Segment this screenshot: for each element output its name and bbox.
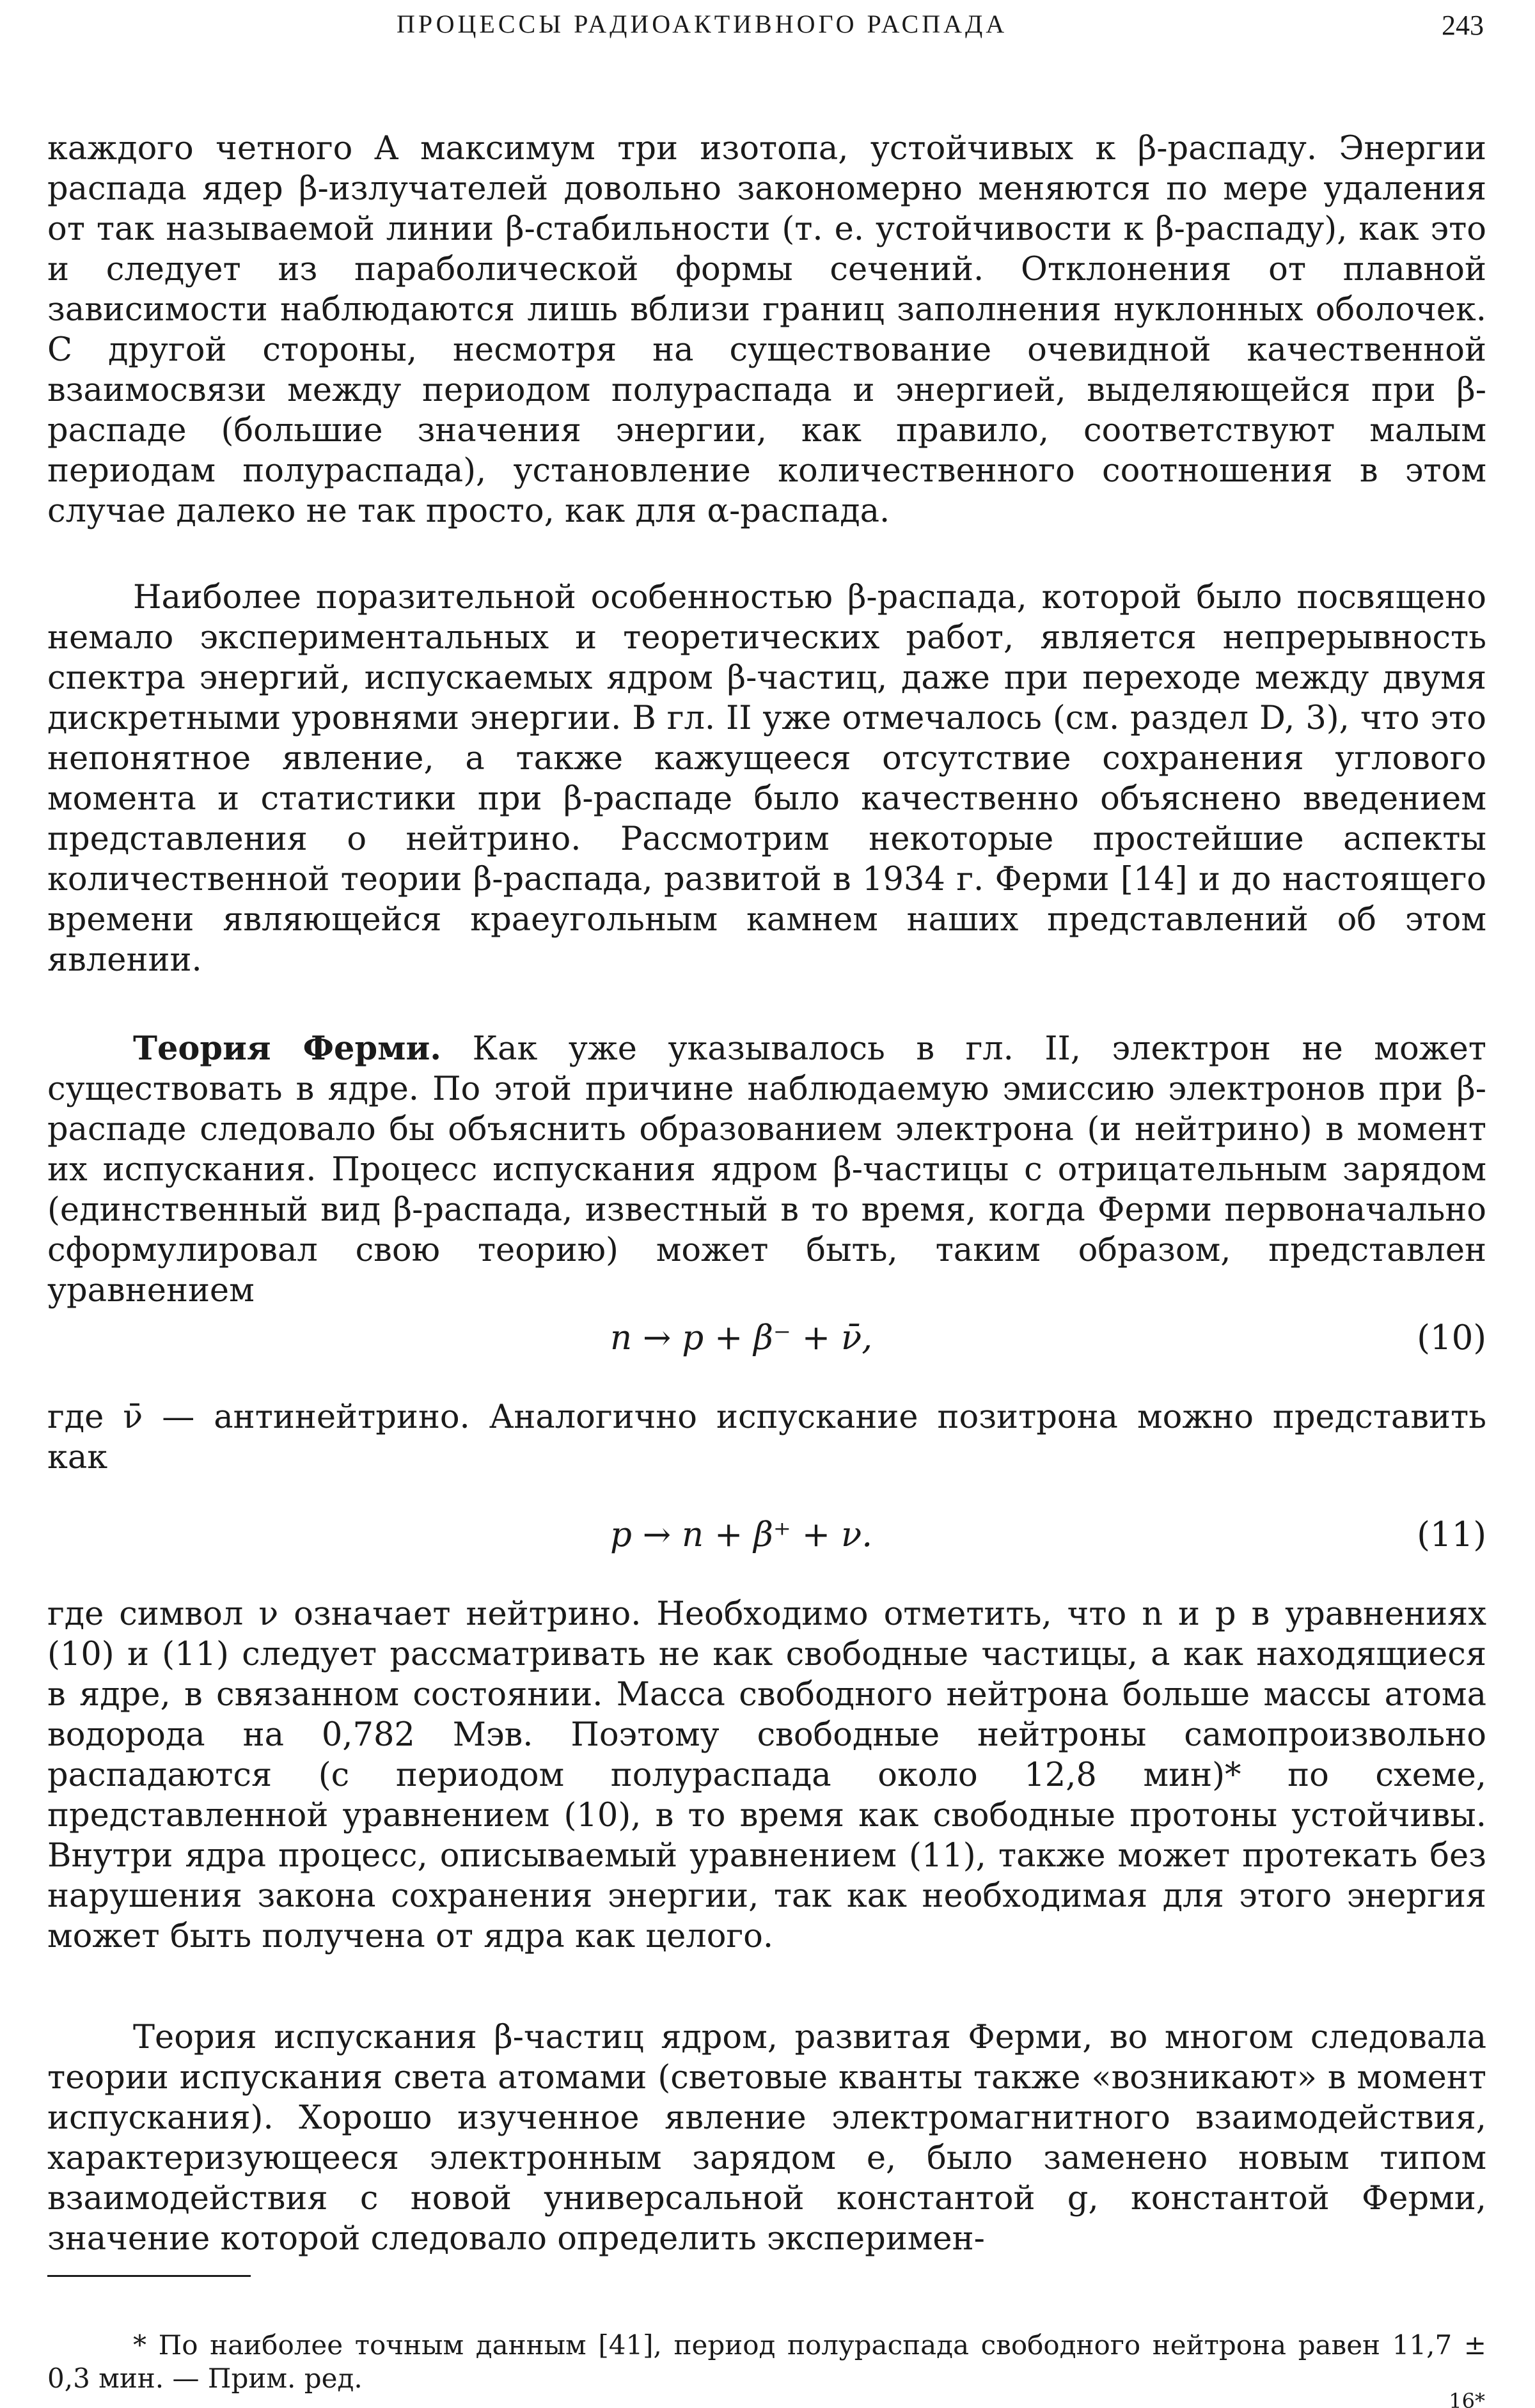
page-number: 243 (1442, 10, 1484, 41)
signature-mark: 16* (1449, 2389, 1485, 2408)
paragraph-5: где символ ν означает нейтрино. Необходимо отметить, что n и p в уравнениях (10) и (11) следует рассматривать не как свободные частицы, а как находящиеся в ядре, в связанном состоянии. Масса свободного нейтрона больше массы атома водорода на 0,782 Мэв. Поэтому свободные нейтроны самопроизвольно распадаются (с периодом полураспада около 12,8 мин)* по схеме, представленной уравнением (10), в то время как свободные протоны устойчивы. Внутри ядра процесс, описываемый уравнением (11), также может протекать без нарушения закона сохранения энергии, так как необходимая для этого энергия может быть получена от ядра как целого. (47, 1595, 1486, 1955)
footnote: * По наиболее точным данным [41], период полураспада свободного нейтрона равен 11,7 ± 0,3 мин. — Прим. ред. (47, 2329, 1486, 2394)
paragraph-1: каждого четного A максимум три изотопа, устойчивых к β-распаду. Энергии распада ядер β-излучателей довольно закономерно меняются по мере удаления от так называемой линии β-стабильности (т. е. устойчивости к β-распаду), как это и следует из параболической формы сечений. Отклонения от плавной зависимости наблюдаются лишь вблизи границ заполнения нуклонных оболочек. С другой стороны, несмотря на существование очевидной качественной взаимосвязи между периодом полураспада и энергией, выделяющейся при β-распаде (большие значения энергии, как правило, соответствуют малым периодам полураспада), установление количественного соотношения в этом случае далеко не так просто, как для α-распада. (47, 130, 1486, 530)
equation-11-number: (11) (1417, 1515, 1486, 1554)
equation-11-formula: p → n + β⁺ + ν. (610, 1515, 873, 1554)
equation-10-number: (10) (1417, 1318, 1486, 1357)
paragraph-4: где ν̄ — антинейтрино. Аналогично испускание позитрона можно представить как (47, 1398, 1486, 1476)
equation-11 (47, 1515, 1486, 1567)
paragraph-2: Наиболее поразительной особенностью β-распада, которой было посвящено немало экспериментальных и теоретических работ, является непрерывность спектра энергий, испускаемых ядром β-частиц, даже при переходе между двумя дискретными уровнями энергии. В гл. II уже отмечалось (см. раздел D, 3), что это непонятное явление, а также кажущееся отсутствие сохранения углового момента и статистики при β-распаде было качественно объяснено введением представления о нейтрино. Рассмотрим некоторые простейшие аспекты количественной теории β-распада, развитой в 1934 г. Ферми [14] и до настоящего времени являющейся краеугольным камнем наших представлений об этом явлении. (47, 579, 1486, 979)
paragraph-3-text: Как уже указывалось в гл. II, электрон не может существовать в ядре. По этой причине наблюдаемую эмиссию электронов при β-распаде следовало бы объяснить образованием электрона (и нейтрино) в момент их испускания. Процесс испускания ядром β-частицы с отрицательным зарядом (единственный вид β-распада, известный в то время, когда Ферми первоначально сформулировал свою теорию) может быть, таким образом, представлен уравнением (47, 1030, 1486, 1310)
paragraph-3 (47, 1029, 1486, 1311)
paragraph-6: Теория испускания β-частиц ядром, развитая Ферми, во многом следовала теории испускания света атомами (световые кванты также «возникают» в момент испускания). Хорошо изученное явление электромагнитного взаимодействия, характеризующееся электронным зарядом e, было заменено новым типом взаимодействия с новой универсальной константой g, константой Ферми, значение которой следовало определить эксперимен- (47, 2019, 1486, 2258)
running-title: ПРОЦЕССЫ РАДИОАКТИВНОГО РАСПАДА (397, 10, 1008, 38)
section-heading: Теория Ферми. (133, 1029, 442, 1068)
equation-10 (47, 1318, 1486, 1370)
equation-10-formula: n → p + β⁻ + ν̄, (610, 1318, 873, 1357)
footnote-divider (47, 2275, 251, 2277)
